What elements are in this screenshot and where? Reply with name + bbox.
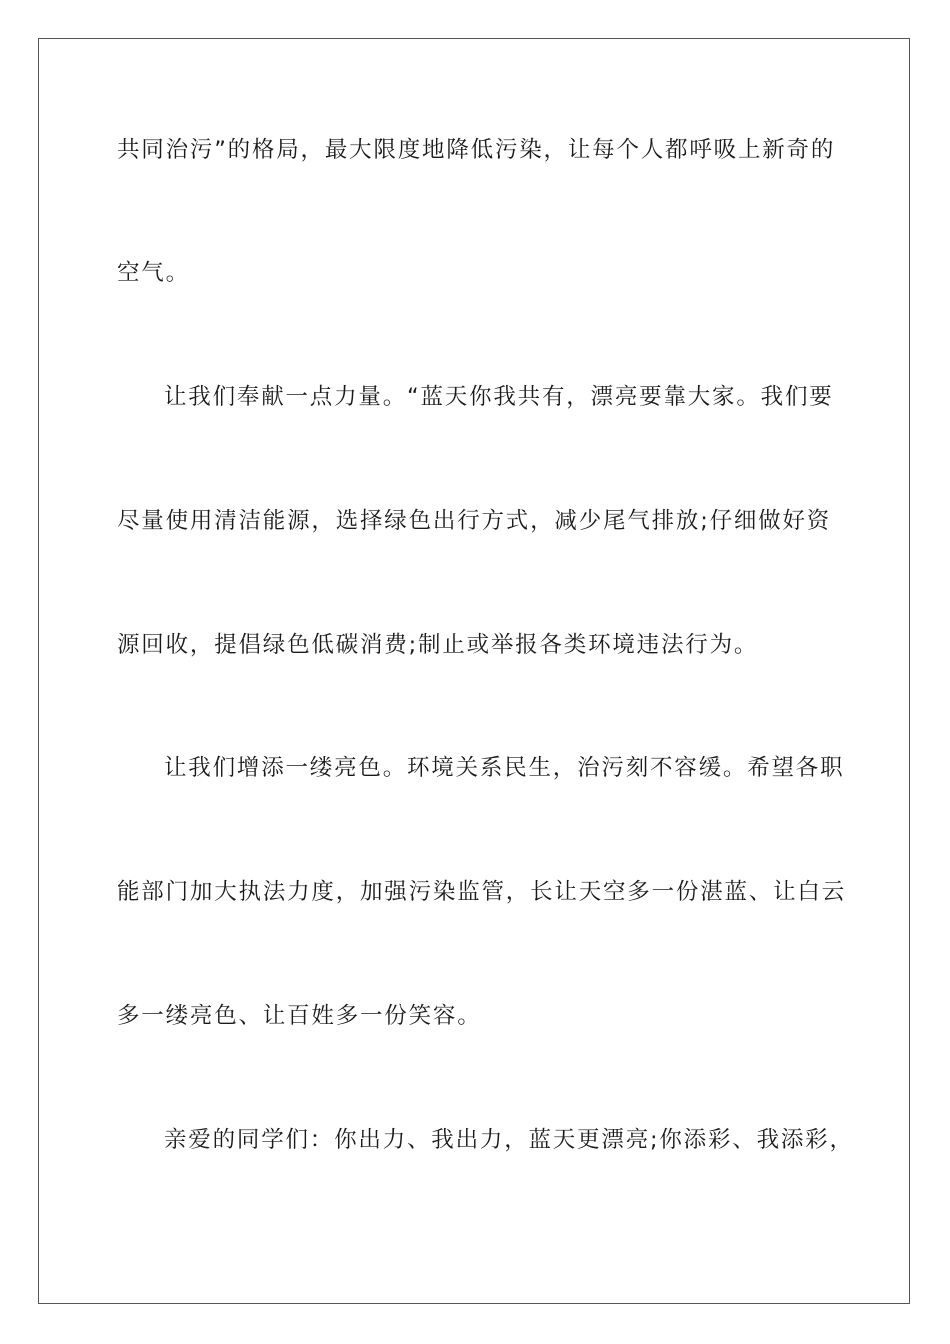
paragraph-start-line: 让我们奉献一点力量。“蓝天你我共有，漂亮要靠大家。我们要 (164, 384, 834, 410)
text-line: 源回收，提倡绿色低碳消费;制止或举报各类环境违法行为。 (117, 632, 759, 658)
text-line: 多一缕亮色、让百姓多一份笑容。 (117, 1003, 482, 1029)
paragraph-start-line: 亲爱的同学们：你出力、我出力，蓝天更漂亮;你添彩、我添彩， (164, 1127, 854, 1153)
text-line: 共同治污”的格局，最大限度地降低污染，让每个人都呼吸上新奇的 (117, 137, 836, 163)
paragraph-start-line: 让我们增添一缕亮色。环境关系民生，治污刻不容缓。希望各职 (164, 755, 845, 781)
page-border (38, 38, 910, 1304)
text-line: 能部门加大执法力度，加强污染监管，长让天空多一份湛蓝、让白云 (117, 879, 847, 905)
text-line: 空气。 (117, 260, 190, 286)
text-line: 尽量使用清洁能源，选择绿色出行方式，减少尾气排放;仔细做好资 (117, 508, 832, 534)
